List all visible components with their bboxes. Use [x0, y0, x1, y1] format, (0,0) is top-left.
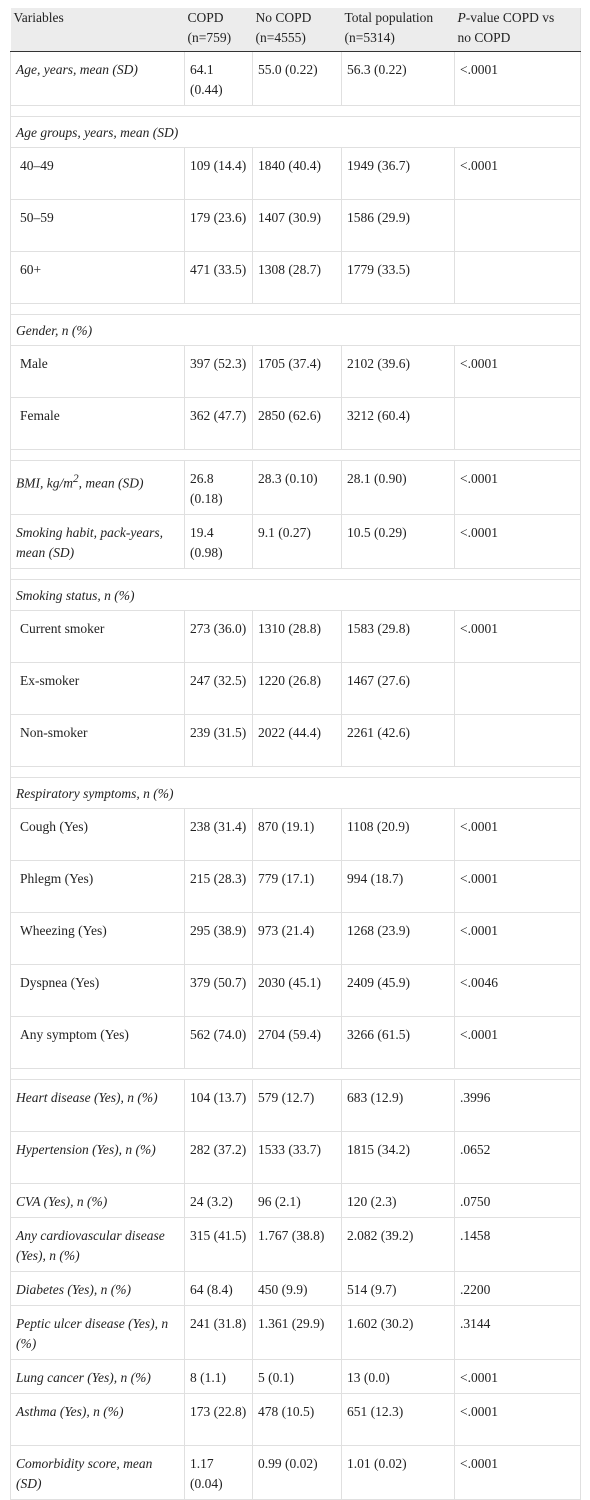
- spacer-row: [11, 1069, 581, 1080]
- table-row: [11, 1272, 581, 1306]
- cell-no-copd: 5 (0.1): [253, 1360, 342, 1394]
- cell-total: 56.3 (0.22): [342, 52, 455, 106]
- cell-p-value: .0750: [455, 1184, 581, 1218]
- spacer-row: [11, 450, 581, 461]
- section-row: [11, 580, 581, 611]
- cell-no-copd: 478 (10.5): [253, 1394, 342, 1446]
- cell-copd: 397 (52.3): [185, 346, 253, 398]
- cell-p-value: [455, 398, 581, 450]
- cell-copd: 471 (33.5): [185, 252, 253, 304]
- table-row: [11, 965, 581, 1017]
- row-label: Asthma (Yes), n (%): [11, 1394, 185, 1446]
- spacer-row: [11, 767, 581, 778]
- row-label: Diabetes (Yes), n (%): [11, 1272, 185, 1306]
- cell-copd: 64 (8.4): [185, 1272, 253, 1306]
- cell-p-value: .1458: [455, 1218, 581, 1272]
- table-row: [11, 346, 581, 398]
- cell-copd: 238 (31.4): [185, 809, 253, 861]
- cell-p-value: <.0001: [455, 1017, 581, 1069]
- cell-no-copd: 450 (9.9): [253, 1272, 342, 1306]
- cell-total: 1108 (20.9): [342, 809, 455, 861]
- header-copd: COPD (n=759): [185, 8, 253, 52]
- cell-total: 2409 (45.9): [342, 965, 455, 1017]
- cell-p-value: <.0001: [455, 515, 581, 569]
- table-row: [11, 1132, 581, 1184]
- cell-no-copd: 2030 (45.1): [253, 965, 342, 1017]
- cell-no-copd: 1220 (26.8): [253, 663, 342, 715]
- row-label: 60+: [11, 252, 185, 304]
- table-row: [11, 715, 581, 767]
- cell-copd: 173 (22.8): [185, 1394, 253, 1446]
- cell-copd: 109 (14.4): [185, 148, 253, 200]
- table-row: [11, 1184, 581, 1218]
- cell-copd: 295 (38.9): [185, 913, 253, 965]
- table-container: [10, 8, 580, 1500]
- cell-no-copd: 2704 (59.4): [253, 1017, 342, 1069]
- cell-no-copd: 55.0 (0.22): [253, 52, 342, 106]
- row-label: CVA (Yes), n (%): [11, 1184, 185, 1218]
- cell-total: 1.01 (0.02): [342, 1446, 455, 1500]
- cell-total: 1467 (27.6): [342, 663, 455, 715]
- cell-copd: 247 (32.5): [185, 663, 253, 715]
- table-row: [11, 252, 581, 304]
- row-label: Comorbidity score, mean (SD): [11, 1446, 185, 1500]
- cell-p-value: [455, 663, 581, 715]
- row-label: Any cardiovascular disease (Yes), n (%): [11, 1218, 185, 1272]
- table-row: [11, 398, 581, 450]
- cell-copd: 362 (47.7): [185, 398, 253, 450]
- table-row: [11, 1080, 581, 1132]
- cell-total: 10.5 (0.29): [342, 515, 455, 569]
- section-row: [11, 778, 581, 809]
- cell-total: 1.602 (30.2): [342, 1306, 455, 1360]
- row-label: Non-smoker: [11, 715, 185, 767]
- copd-characteristics-table: [10, 8, 581, 1500]
- cell-no-copd: 2850 (62.6): [253, 398, 342, 450]
- cell-no-copd: 2022 (44.4): [253, 715, 342, 767]
- row-label: Hypertension (Yes), n (%): [11, 1132, 185, 1184]
- header-total: Total population (n=5314): [342, 8, 455, 52]
- cell-copd: 273 (36.0): [185, 611, 253, 663]
- cell-p-value: [455, 200, 581, 252]
- cell-copd: 379 (50.7): [185, 965, 253, 1017]
- cell-total: 1586 (29.9): [342, 200, 455, 252]
- cell-copd: 241 (31.8): [185, 1306, 253, 1360]
- cell-copd: 19.4 (0.98): [185, 515, 253, 569]
- cell-total: 3212 (60.4): [342, 398, 455, 450]
- table-row: [11, 809, 581, 861]
- cell-p-value: .3144: [455, 1306, 581, 1360]
- cell-no-copd: 0.99 (0.02): [253, 1446, 342, 1500]
- cell-no-copd: 779 (17.1): [253, 861, 342, 913]
- cell-total: 2261 (42.6): [342, 715, 455, 767]
- cell-copd: 215 (28.3): [185, 861, 253, 913]
- table-row: [11, 1446, 581, 1500]
- cell-copd: 24 (3.2): [185, 1184, 253, 1218]
- row-label: Cough (Yes): [11, 809, 185, 861]
- table-row: [11, 52, 581, 106]
- cell-p-value: <.0001: [455, 461, 581, 515]
- cell-no-copd: 1310 (28.8): [253, 611, 342, 663]
- cell-total: 1268 (23.9): [342, 913, 455, 965]
- cell-total: 514 (9.7): [342, 1272, 455, 1306]
- row-label: BMI, $kg/m^2$, mean (SD): [11, 461, 185, 515]
- cell-no-copd: 1.361 (29.9): [253, 1306, 342, 1360]
- header-row: [11, 8, 581, 52]
- cell-total: 3266 (61.5): [342, 1017, 455, 1069]
- row-label: Smoking habit, pack-years, mean (SD): [11, 515, 185, 569]
- row-label: Lung cancer (Yes), n (%): [11, 1360, 185, 1394]
- cell-total: 13 (0.0): [342, 1360, 455, 1394]
- cell-no-copd: 1840 (40.4): [253, 148, 342, 200]
- row-label: Current smoker: [11, 611, 185, 663]
- cell-copd: 64.1 (0.44): [185, 52, 253, 106]
- row-label: Female: [11, 398, 185, 450]
- table-row: [11, 1394, 581, 1446]
- header-no-copd: No COPD (n=4555): [253, 8, 342, 52]
- cell-p-value: <.0001: [455, 1446, 581, 1500]
- cell-p-value: <.0001: [455, 1394, 581, 1446]
- header-p-value: P-value COPD vs no COPD: [455, 8, 581, 52]
- table-row: [11, 1017, 581, 1069]
- cell-no-copd: 1.767 (38.8): [253, 1218, 342, 1272]
- cell-copd: 1.17 (0.04): [185, 1446, 253, 1500]
- cell-no-copd: 1705 (37.4): [253, 346, 342, 398]
- row-label: Heart disease (Yes), n (%): [11, 1080, 185, 1132]
- cell-no-copd: 96 (2.1): [253, 1184, 342, 1218]
- cell-copd: 562 (74.0): [185, 1017, 253, 1069]
- header-variables: Variables: [11, 8, 185, 52]
- cell-total: 2.082 (39.2): [342, 1218, 455, 1272]
- row-label: Ex-smoker: [11, 663, 185, 715]
- cell-total: 2102 (39.6): [342, 346, 455, 398]
- table-row: [11, 200, 581, 252]
- section-title: Respiratory symptoms, n (%): [11, 778, 581, 809]
- row-label: Any symptom (Yes): [11, 1017, 185, 1069]
- table-row: [11, 461, 581, 515]
- cell-total: 1949 (36.7): [342, 148, 455, 200]
- spacer-row: [11, 569, 581, 580]
- cell-copd: 179 (23.6): [185, 200, 253, 252]
- cell-no-copd: 1533 (33.7): [253, 1132, 342, 1184]
- cell-p-value: <.0001: [455, 52, 581, 106]
- row-label: Wheezing (Yes): [11, 913, 185, 965]
- section-row: [11, 315, 581, 346]
- cell-p-value: [455, 252, 581, 304]
- cell-p-value: .3996: [455, 1080, 581, 1132]
- row-label: 40–49: [11, 148, 185, 200]
- table-row: [11, 1218, 581, 1272]
- cell-p-value: .2200: [455, 1272, 581, 1306]
- cell-copd: 239 (31.5): [185, 715, 253, 767]
- cell-total: 994 (18.7): [342, 861, 455, 913]
- cell-no-copd: 870 (19.1): [253, 809, 342, 861]
- row-label: Peptic ulcer disease (Yes), n (%): [11, 1306, 185, 1360]
- section-title: Gender, n (%): [11, 315, 581, 346]
- table-row: [11, 1360, 581, 1394]
- cell-total: 1815 (34.2): [342, 1132, 455, 1184]
- cell-p-value: .0652: [455, 1132, 581, 1184]
- cell-total: 120 (2.3): [342, 1184, 455, 1218]
- cell-copd: 315 (41.5): [185, 1218, 253, 1272]
- section-title: Age groups, years, mean (SD): [11, 117, 581, 148]
- table-row: [11, 515, 581, 569]
- cell-copd: 8 (1.1): [185, 1360, 253, 1394]
- section-title: Smoking status, n (%): [11, 580, 581, 611]
- cell-no-copd: 973 (21.4): [253, 913, 342, 965]
- cell-total: 683 (12.9): [342, 1080, 455, 1132]
- row-label: Dyspnea (Yes): [11, 965, 185, 1017]
- cell-p-value: <.0001: [455, 148, 581, 200]
- spacer-row: [11, 304, 581, 315]
- cell-no-copd: 579 (12.7): [253, 1080, 342, 1132]
- cell-p-value: <.0001: [455, 1360, 581, 1394]
- cell-copd: 104 (13.7): [185, 1080, 253, 1132]
- table-row: [11, 1306, 581, 1360]
- cell-p-value: <.0001: [455, 611, 581, 663]
- table-row: [11, 663, 581, 715]
- cell-total: 1583 (29.8): [342, 611, 455, 663]
- cell-total: 28.1 (0.90): [342, 461, 455, 515]
- cell-p-value: [455, 715, 581, 767]
- cell-p-value: <.0001: [455, 913, 581, 965]
- cell-total: 1779 (33.5): [342, 252, 455, 304]
- table-row: [11, 611, 581, 663]
- cell-no-copd: 1308 (28.7): [253, 252, 342, 304]
- cell-total: 651 (12.3): [342, 1394, 455, 1446]
- row-label: Age, years, mean (SD): [11, 52, 185, 106]
- cell-no-copd: 9.1 (0.27): [253, 515, 342, 569]
- cell-no-copd: 1407 (30.9): [253, 200, 342, 252]
- table-row: [11, 913, 581, 965]
- spacer-row: [11, 106, 581, 117]
- cell-p-value: <.0046: [455, 965, 581, 1017]
- cell-copd: 26.8 (0.18): [185, 461, 253, 515]
- table-row: [11, 148, 581, 200]
- cell-p-value: <.0001: [455, 346, 581, 398]
- row-label: Phlegm (Yes): [11, 861, 185, 913]
- cell-no-copd: 28.3 (0.10): [253, 461, 342, 515]
- row-label: Male: [11, 346, 185, 398]
- cell-copd: 282 (37.2): [185, 1132, 253, 1184]
- cell-p-value: <.0001: [455, 861, 581, 913]
- cell-p-value: <.0001: [455, 809, 581, 861]
- row-label: 50–59: [11, 200, 185, 252]
- section-row: [11, 117, 581, 148]
- table-row: [11, 861, 581, 913]
